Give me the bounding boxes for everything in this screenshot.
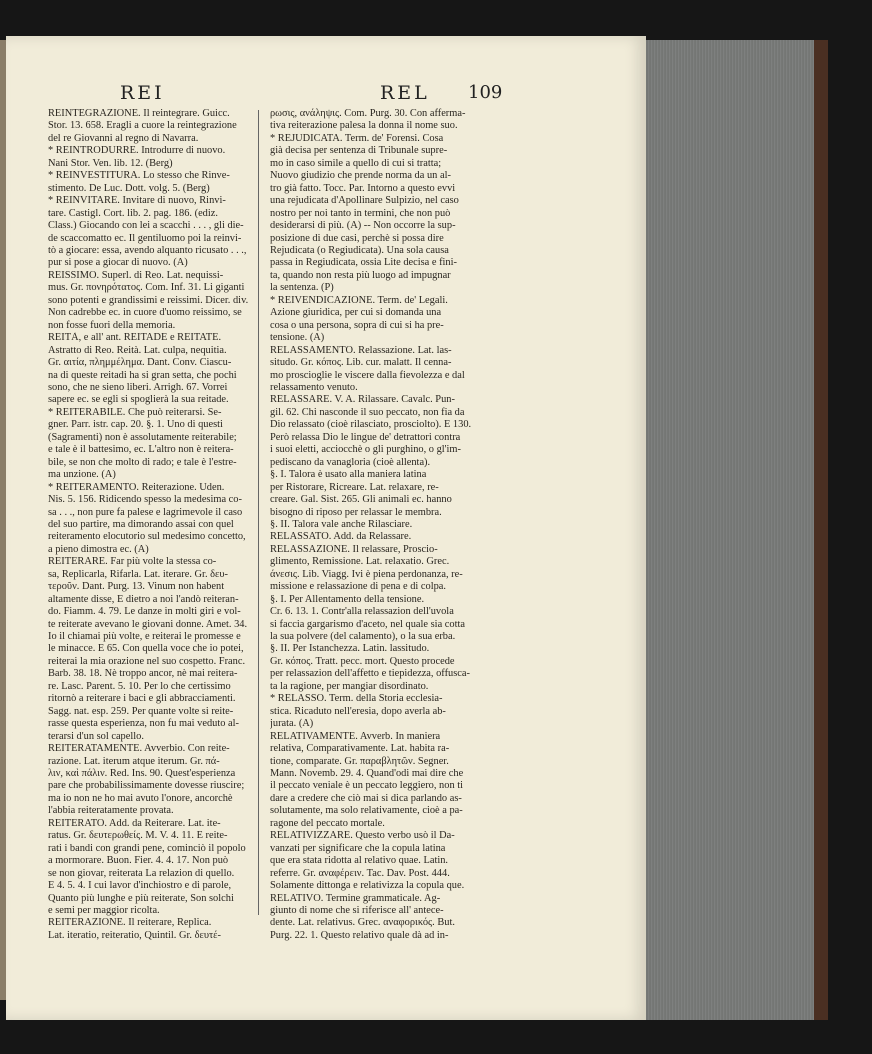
text-line: ta la ragione, per mangiar disordinato. [270,680,429,692]
text-line: gner. Parr. istr. cap. 20. §. 1. Uno di questi [48,419,223,431]
text-line: a mormorare. Buon. Fier. 4. 4. 17. Non può [48,855,229,867]
text-line: tiva reiterazione palesa la donna il nome suo. [270,120,458,132]
text-line: Sagg. nat. esp. 259. Per quante volte si reite- [48,705,234,717]
text-line: relativa, Comparativamente. Lat. habita ra- [270,743,450,755]
text-line: na di queste reitadi ha si gran setta, che pochi [48,369,237,381]
text-line: Rejudicata (o Regiudicata). Una sola causa [270,244,449,256]
text-line: stimento. De Luc. Dott. volg. 5. (Berg) [48,182,210,194]
text-line: Astratto di Reo. Reità. Lat. culpa, nequitia. [48,344,227,356]
text-line: RELATIVO. Termine grammaticale. Ag- [270,892,441,904]
text-line: mo in caso simile a quello di cui si tratta; [270,157,442,169]
text-line: RELASSAMENTO. Relassazione. Lat. las- [270,344,452,356]
text-line: Stor. 13. 658. Eragli a cuore la reintegrazione [48,120,237,132]
text-line: RELASSAZIONE. Il relassare, Proscio- [270,543,438,555]
text-line: RELASSATO. Add. da Relassare. [270,531,412,543]
text-line: razione. Lat. iterum atque iterum. Gr. πά- [48,755,220,767]
text-line: Nuovo giudizio che prende norma da un al- [270,170,451,182]
text-line: dare a credere che ciò mai si dica parlando as- [270,792,462,804]
text-line: REITERATAMENTE. Avverbio. Con reite- [48,743,230,755]
text-line: a pieno dimostra ec. (A) [48,543,149,555]
text-line: * RELASSO. Term. della Storia ecclesia- [270,693,443,705]
text-line: Non cadrebbe ec. in cuore d'uomo reissimo, se [48,307,242,319]
text-line: pur si pose a giocar di nuovo. (A) [48,257,188,269]
text-line: Cr. 6. 13. 1. Contr'alla relassazion dell'uvola [270,606,454,618]
text-line: re. Lasc. Parent. 5. 10. Per lo che certissimo [48,680,231,692]
text-line: stica. Ricaduto nell'eresia, dopo averla ab- [270,705,446,717]
text-line: sono potenti e grandissimi e reissimi. Dicer. div. [48,294,249,306]
text-line: ratus. Gr. δευτερωθείς. M. V. 4. 11. E reite- [48,830,228,842]
text-line: del suo partire, ma dimorando assai con quel [48,518,234,530]
text-line: bile, se non che molto di rado; e tale è l'estre- [48,456,237,468]
text-line: posizione di due casi, perchè si possa dire [270,232,444,244]
text-line: passa in Regiudicata, ossia Lite decisa e fini- [270,257,457,269]
text-line: RELATIVIZZARE. Questo verbo usò il Da- [270,830,455,842]
text-line: dente. Lat. relativus. Grec. αναφορικός. But. [270,917,455,929]
text-line: §. II. Per Istanchezza. Latin. lassitudo. [270,643,430,655]
text-line: REITERARE. Far più volte la stessa co- [48,556,217,568]
text-line: non fosse fuori della memoria. [48,319,176,331]
text-line: de scaccomatto ec. Il gentiluomo poi la reinvi- [48,232,242,244]
text-line: ma io non ne ho mai avuto l'onore, ancorchè [48,792,233,804]
text-line: άνεσις. Lib. Viagg. Ivi è piena perdonanza, re- [270,568,463,580]
book-page-edges [618,40,828,1020]
text-line: Quanto più lunghe e più reiterate, Son solchi [48,892,234,904]
text-line: del re Giovanni al regno di Navarra. [48,132,199,144]
text-line: situdo. Gr. κόπος. Lib. cur. malatt. Il cenna- [270,357,452,369]
text-line: e tale è il battesimo, ec. L'altro non è reitera- [48,444,234,456]
text-line: giunto di nome che si riferisce all' antece- [270,905,444,916]
text-line: Lat. iteratio, reiteratio, Quintil. Gr. δευτέ- [48,929,221,941]
text-line: per relassazion dell'affetto e tiepidezza, offusca- [270,668,470,680]
text-line: Però relassa Dio le lingue de' detrattori contra [270,431,461,443]
text-line: sapere ec. se egli si spoglierà la sua reitade. [48,394,229,406]
left-column [48,108,250,942]
text-line: τεροῦν. Dant. Purg. 13. Vinum non habent [48,581,225,593]
text-line: rati i bandi con grandi pene, cominciò il popolo [48,842,246,854]
text-line: sa, Replicarla, Rifarla. Lat. iterare. Gr. δευ- [48,568,228,580]
text-line: ρωσις, ανάληψις. Com. Purg. 30. Con afferma- [270,108,466,119]
text-line: mus. Gr. πονηρότατος. Com. Inf. 31. Li giganti [48,282,245,294]
text-line: nostro per noi tanto in termini, che non può [270,207,451,219]
text-line: * REITERABILE. Che può reiterarsi. Se- [48,406,222,418]
text-line: bisogno di riposo per relassar le membra. [270,506,442,518]
text-line: si faccia gargarismo d'aceto, nel quale sia cotta [270,618,465,630]
text-line: tensione. (A) [270,332,325,344]
text-line: reiteramento elocutorio sul medesimo concetto, [48,531,246,543]
text-line: REITERAZIONE. Il reiterare, Replica. [48,917,212,929]
text-line: terarsi d'un sol capello. [48,730,144,742]
text-line: te reiterate avevano le giovani donne. Amet. 34. [48,618,248,630]
text-line: gil. 62. Chi nasconde il suo peccato, non fia da [270,406,465,418]
text-line: * REINVITARE. Invitare di nuovo, Rinvi- [48,195,226,207]
text-line: mo proscioglie le viscere dalla fievolezza e dal [270,369,465,381]
text-line: pediscano da vanagloria (cioè allenta). [270,456,431,468]
text-line: RELATIVAMENTE. Avverb. In maniera [270,730,441,742]
text-line: creare. Gal. Sist. 265. Gli animali ec. hanno [270,494,452,506]
text-line: desiderarsi di più. (A) -- Non occorre la sup- [270,220,456,232]
text-line: già decisa per sentenza di Tribunale supre- [270,145,448,157]
text-line: ta, quando non resta più luogo ad impugnar [270,269,451,281]
text-line: §. I. Talora è usato alla maniera latina [270,469,427,481]
text-line: ragone del peccato mortale. [270,817,385,829]
text-line: jurata. (A) [270,718,314,730]
text-line: Gr. κόπος. Tratt. pecc. mort. Questo procede [270,655,455,667]
running-head-left: REI [120,82,165,104]
text-line: se non giovar, reiterata La relazion di quello. [48,867,235,879]
text-line: il peccato veniale è un peccato leggiero, non ti [270,780,464,792]
text-line: Dio relassato (cioè rilasciato, prosciolto). E 130. [270,419,472,431]
text-line: i suoi eletti, acciocchè o gli purghino, o gl'im- [270,444,461,456]
text-line: §. II. Talora vale anche Rilasciare. [270,518,413,530]
text-line: REITÀ, e all' ant. REITADE e REITATE. [48,332,222,344]
text-line: * REIVENDICAZIONE. Term. de' Legali. [270,294,448,306]
text-line: la sua polvere (del calamento), o la sua erba. [270,631,456,643]
text-line: vanzati per significare che la copula latina [270,842,446,854]
text-line: REINTEGRAZIONE. Il reintegrare. Guicc. [48,108,230,119]
text-line: * REITERAMENTO. Reiterazione. Uden. [48,481,225,493]
text-line: E 4. 5. 4. I cui lavor d'inchiostro e di parole, [48,880,232,892]
text-line: la sentenza. (P) [270,282,334,294]
text-line: Io il chiamai più volte, e reiterai le promesse e [48,631,241,643]
text-line: solutamente, ma solo relativamente, cioè a pa- [270,805,463,817]
text-line: le minacce. E 65. Con quella voce che io potei, [48,643,244,655]
text-line: una rejudicata d'Apollinare Sulpizio, nel caso [270,195,459,207]
text-line: pare che probabilissimamente dovesse riuscire; [48,780,245,792]
text-line: Azione giuridica, per cui si domanda una [270,307,442,319]
text-line: rasse questa esperienza, non fu mai veduto al- [48,718,239,730]
text-line: Mann. Novemb. 29. 4. Quand'odi mai dire che [270,768,464,780]
text-line: missione e relassazione di pena e di colpa. [270,581,447,593]
text-line: sa . . ., non pure fa palese e lagrimevole il caso [48,506,243,518]
text-line: λιν, καὶ πάλιν. Red. Ins. 90. Quest'esperienza [48,768,236,780]
text-line: Nani Stor. Ven. lib. 12. (Berg) [48,157,173,169]
right-column [270,108,505,942]
text-line: * REINVESTITURA. Lo stesso che Rinve- [48,170,230,182]
text-line: Purg. 22. 1. Questo relativo quale dà ad in- [270,929,449,941]
text-line: (Sagramenti) non è assolutamente reiterabile; [48,431,237,443]
text-line: e semi per maggior ricolta. [48,905,160,916]
text-line: glimento, Remissione. Lat. relaxatio. Grec. [270,556,450,568]
text-line: l'abbia reiteratamente provata. [48,805,174,817]
text-line: altamente disse, E dietro a noi l'andò reiteran- [48,593,239,605]
text-line: cosa o una persona, sopra di cui si ha pre- [270,319,444,331]
text-line: * REJUDICATA. Term. de' Forensi. Cosa [270,132,444,144]
running-head-center: REL [380,82,430,104]
text-line: per Ristorare, Ricreare. Lat. relaxare, re- [270,481,439,493]
text-line: REISSIMO. Superl. di Reo. Lat. nequissi- [48,269,224,281]
text-line: que era stata ridotta al relativo quae. Latin. [270,855,449,867]
text-line: Nis. 5. 156. Ridicendo spesso la medesima co- [48,494,242,506]
text-line: ritornò a reiterare i baci e gli abbracciamenti. [48,693,236,705]
text-line: tione, comparate. Gr. παραβλητῶν. Segner. [270,755,449,767]
page-number: 109 [468,82,503,103]
text-line: Class.) Giocando con lei a scacchi . . . , gli die- [48,220,244,232]
text-line: reiterai la mia orazione nel suo cospetto. Franc. [48,655,246,667]
text-line: Barb. 38. 18. Nè troppo ancor, nè mai reitera- [48,668,238,680]
text-line: RELASSARE. V. A. Rilassare. Cavalc. Pun- [270,394,455,406]
text-line: sono, che ne sieno liberi. Arrigh. 67. Vorrei [48,381,228,393]
text-line: REITERATO. Add. da Reiterare. Lat. ite- [48,817,221,829]
text-line: relassamento venuto. [270,381,358,393]
text-line: * REINTRODURRE. Introdurre di nuovo. [48,145,226,157]
text-line: Gr. αιτία, πλημμέλημα. Dant. Conv. Ciascu- [48,357,232,369]
column-divider [258,110,259,915]
text-line: tro già fatto. Tocc. Par. Intorno a questo evvi [270,182,456,194]
text-line: tò a giocare: essa, avendo alquanto ricusato . . ., [48,244,247,256]
text-line: tare. Castigl. Cort. lib. 2. pag. 186. (ediz. [48,207,218,219]
text-line: do. Fiamm. 4. 79. Le danze in molti giri e vol- [48,606,241,618]
text-line: ma unzione. (A) [48,469,116,481]
text-line: Solamente dittonga e relativizza la copula que. [270,880,465,892]
text-line: §. I. Per Allentamento della tensione. [270,593,425,605]
text-line: referre. Gr. αναφέρειν. Tac. Dav. Post. 444. [270,867,450,879]
